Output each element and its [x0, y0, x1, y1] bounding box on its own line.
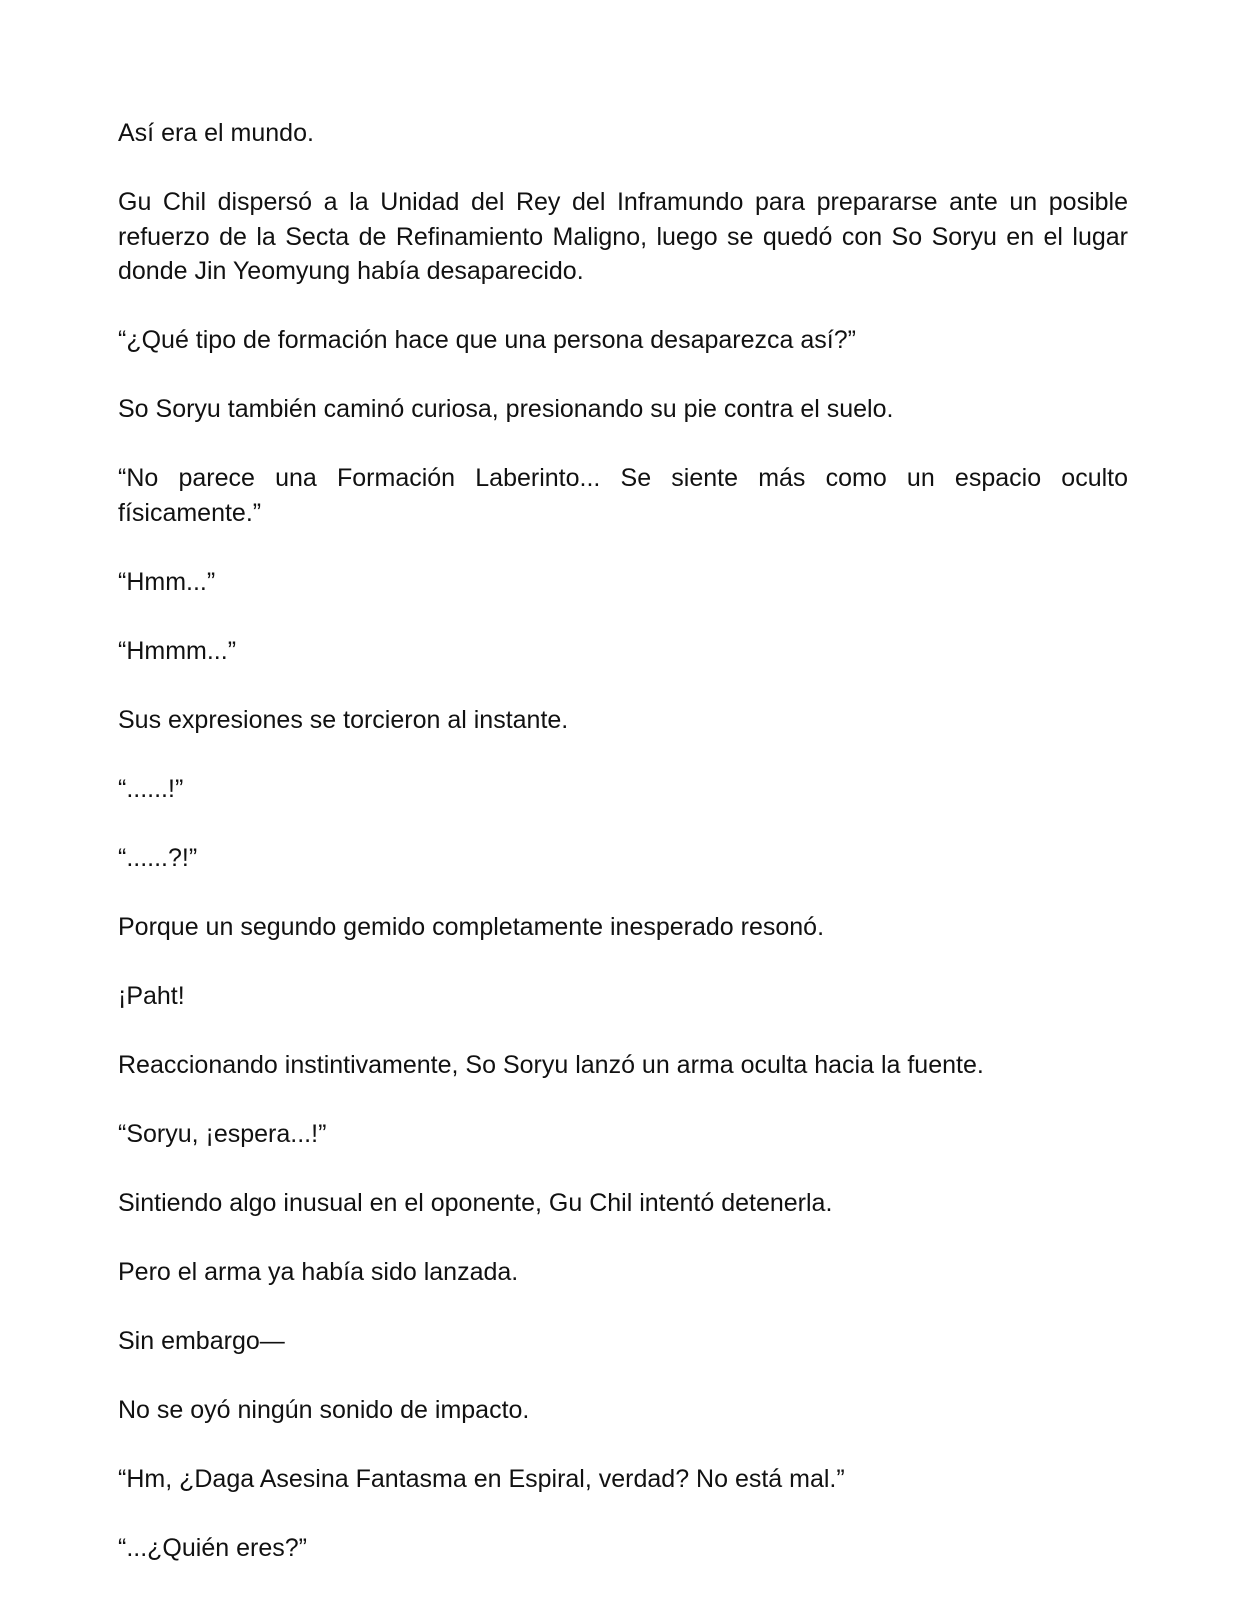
paragraph: Sus expresiones se torcieron al instante. [118, 705, 569, 734]
paragraph: “......!” [118, 774, 184, 803]
paragraph: “¿Qué tipo de formación hace que una persona desaparezca así?” [118, 326, 856, 354]
paragraph: So Soryu también caminó curiosa, presionando su pie contra el suelo. [118, 395, 894, 423]
paragraph: “Hmm...” [118, 567, 216, 596]
paragraph: Sin embargo— [118, 1326, 285, 1355]
paragraph: No se oyó ningún sonido de impacto. [118, 1395, 530, 1424]
paragraph: Pero el arma ya había sido lanzada. [118, 1257, 519, 1286]
paragraph: ¡Paht! [118, 981, 185, 1010]
paragraph: “...¿Quién eres?” [118, 1533, 307, 1562]
paragraph: Gu Chil dispersó a la Unidad del Rey del Inframundo para prepararse ante un posible refuerzo de la Secta de Refinamiento Maligno, luego se quedó con So Soryu en el lugar donde Jin Yeomyung había desaparecido. [118, 188, 1128, 285]
paragraph: “No parece una Formación Laberinto... Se siente más como un espacio oculto físicamente.” [118, 464, 1128, 527]
paragraph: “Hmmm...” [118, 636, 237, 665]
paragraph: Sintiendo algo inusual en el oponente, Gu Chil intentó detenerla. [118, 1188, 833, 1217]
paragraph: “Soryu, ¡espera...!” [118, 1119, 327, 1148]
document-body [118, 116, 1128, 1600]
paragraph: Reaccionando instintivamente, So Soryu lanzó un arma oculta hacia la fuente. [118, 1050, 984, 1079]
paragraph: “Hm, ¿Daga Asesina Fantasma en Espiral, verdad? No está mal.” [118, 1464, 845, 1493]
paragraph: Porque un segundo gemido completamente inesperado resonó. [118, 912, 825, 941]
paragraph: “......?!” [118, 843, 198, 872]
paragraph: Así era el mundo. [118, 119, 314, 147]
